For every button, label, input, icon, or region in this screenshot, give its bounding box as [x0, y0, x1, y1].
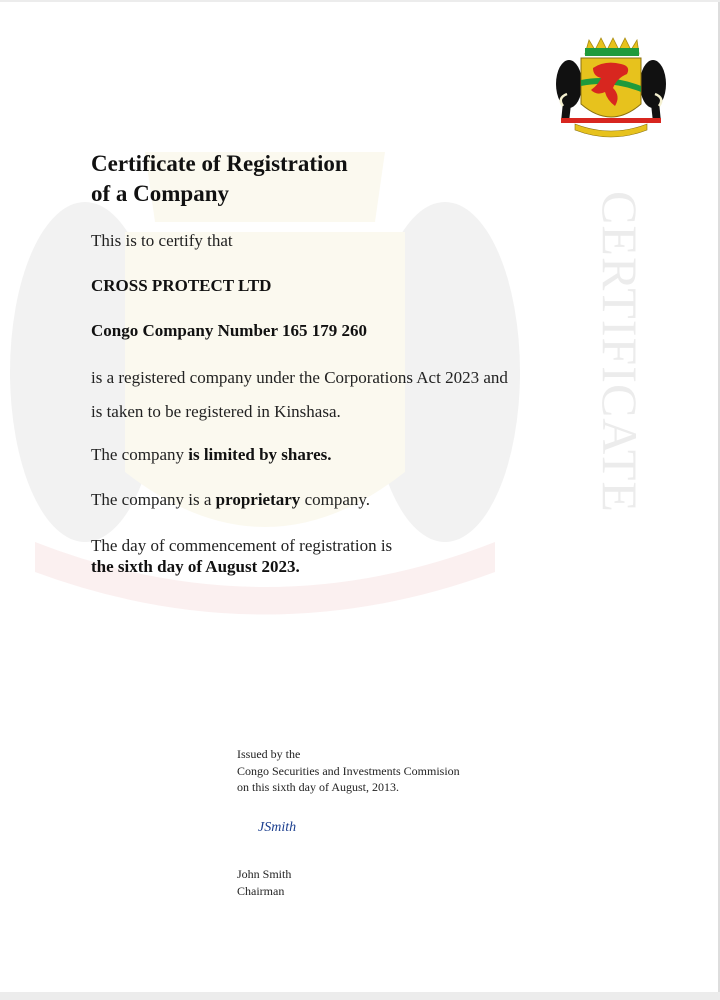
svg-text:JSmith: JSmith — [258, 820, 297, 835]
proprietary-statement: The company is a proprietary company. — [91, 490, 371, 509]
coat-of-arms-icon — [555, 34, 667, 142]
registration-statement-line1: is a registered company under the Corporations Act 2023 and — [91, 368, 508, 387]
registration-statement-line2: is taken to be registered in Kinshasa. — [91, 402, 341, 421]
commencement-date: the sixth day of August 2023. — [91, 557, 300, 576]
certificate-page — [0, 2, 720, 992]
company-name: CROSS PROTECT LTD — [91, 276, 272, 295]
certificate-watermark: CERTIFICATE — [592, 191, 649, 513]
signer-title: Chairman — [237, 884, 285, 898]
commencement-statement: The day of commencement of registration is — [91, 536, 393, 555]
certificate-title: Certificate of Registration of a Company — [91, 151, 348, 206]
signer-block — [237, 866, 291, 900]
company-number: Congo Company Number 165 179 260 — [91, 321, 367, 340]
signature-icon — [256, 816, 312, 836]
certify-intro: This is to certify that — [91, 231, 233, 250]
signer-name: John Smith — [237, 867, 292, 881]
issuer-block: Issued by the Congo Securities and Investments Commision on this sixth day of August, 2013. — [237, 747, 460, 794]
limited-by-shares-statement: The company is limited by shares. — [91, 445, 332, 464]
